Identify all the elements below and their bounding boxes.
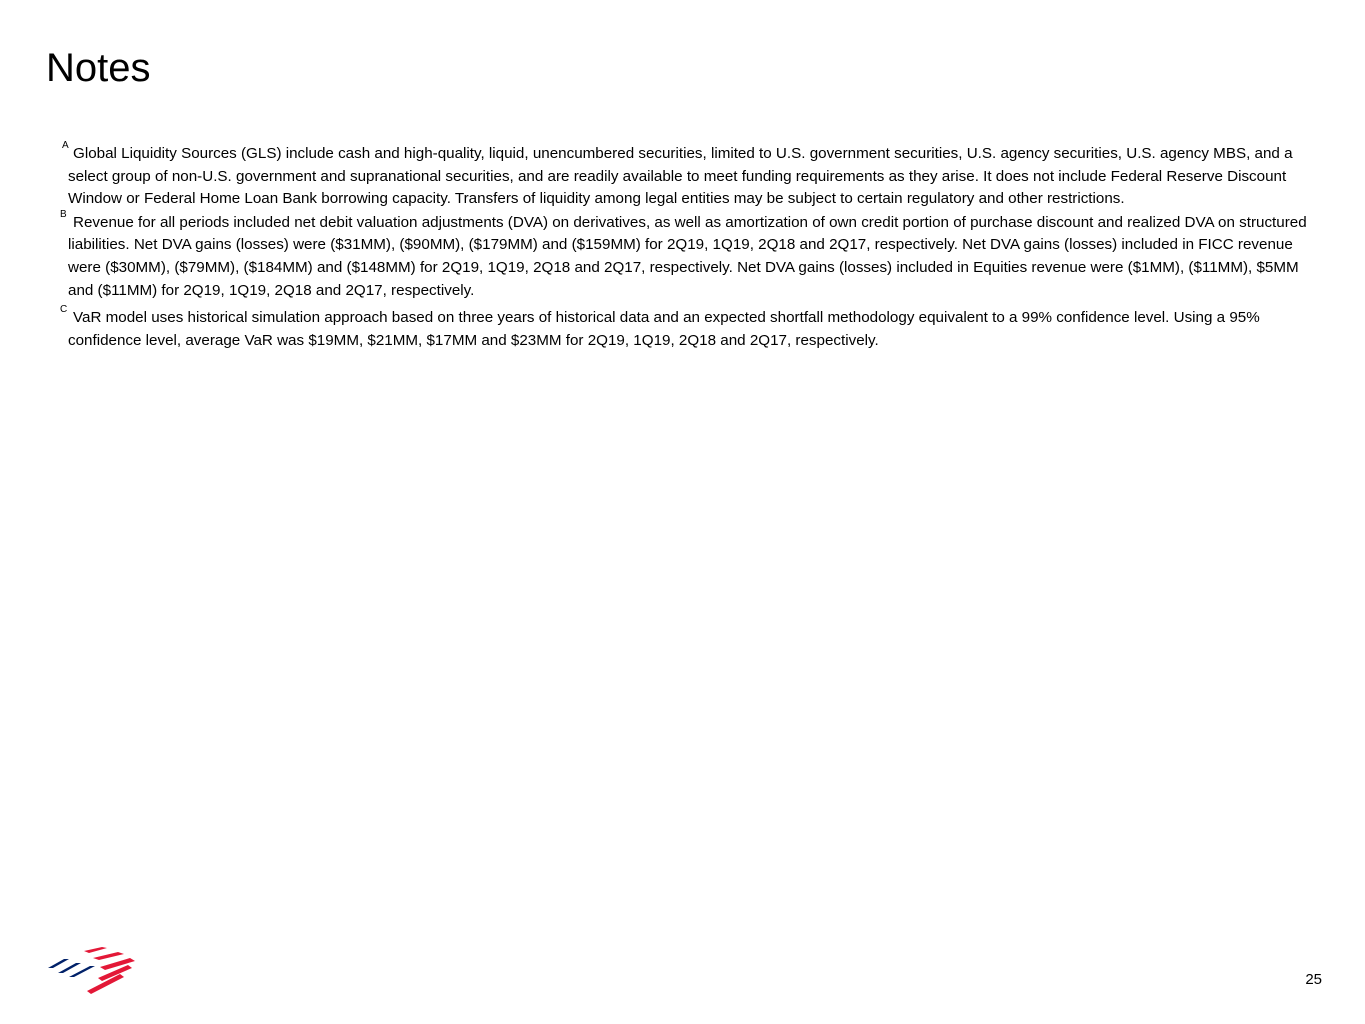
logo-red-stripes	[84, 947, 135, 994]
footnote-c	[60, 304, 1310, 352]
footnote-b	[60, 208, 1310, 302]
bank-flag-logo-icon	[44, 942, 138, 996]
footnote-text-a: Global Liquidity Sources (GLS) include cash and high-quality, liquid, unencumbered securities, limited to U.S. government securities, U.S. agency securities, U.S. agency MBS, and a select group of non-U.S. government and supranational securities, and are readily available to meet funding requirements as they arise. It does not include Federal Reserve Discount Window or Federal Home Loan Bank borrowing capacity. Transfers of liquidity among legal entities may be subject to certain regulatory and other restrictions.	[68, 145, 1293, 208]
footnote-text-c: VaR model uses historical simulation approach based on three years of historical data and an expected shortfall methodology equivalent to a 99% confidence level. Using a 95% confidence level, average VaR was $19MM, $21MM, $17MM and $23MM for 2Q19, 1Q19, 2Q18 and 2Q17, respectively.	[68, 309, 1260, 349]
footnote-marker-a: A	[62, 140, 69, 151]
page-number: 25	[1305, 971, 1322, 988]
footnote-marker-b: B	[60, 208, 67, 220]
logo-navy-stripes	[48, 959, 95, 977]
footnote-text-b: Revenue for all periods included net debit valuation adjustments (DVA) on derivatives, as well as amortization of own credit portion of purchase discount and realized DVA on structured liabilities. Net DVA gains (losses) were ($31MM), ($90MM), ($179MM) and ($159MM) for 2Q19, 1Q19, 2Q18 and 2Q17, respectively. Net DVA gains (losses) included in FICC revenue were ($30MM), ($79MM), ($184MM) and ($148MM) for 2Q19, 1Q19, 2Q18 and 2Q17, respectively. Net DVA gains (losses) included in Equities revenue were ($1MM), ($11MM), $5MM and ($11MM) for 2Q19, 1Q19, 2Q18 and 2Q17, respectively.	[68, 213, 1307, 299]
footnote-a	[60, 140, 1310, 211]
footnotes-list	[60, 140, 1310, 352]
footnote-marker-c: C	[60, 304, 68, 316]
page-title: Notes	[46, 46, 151, 90]
